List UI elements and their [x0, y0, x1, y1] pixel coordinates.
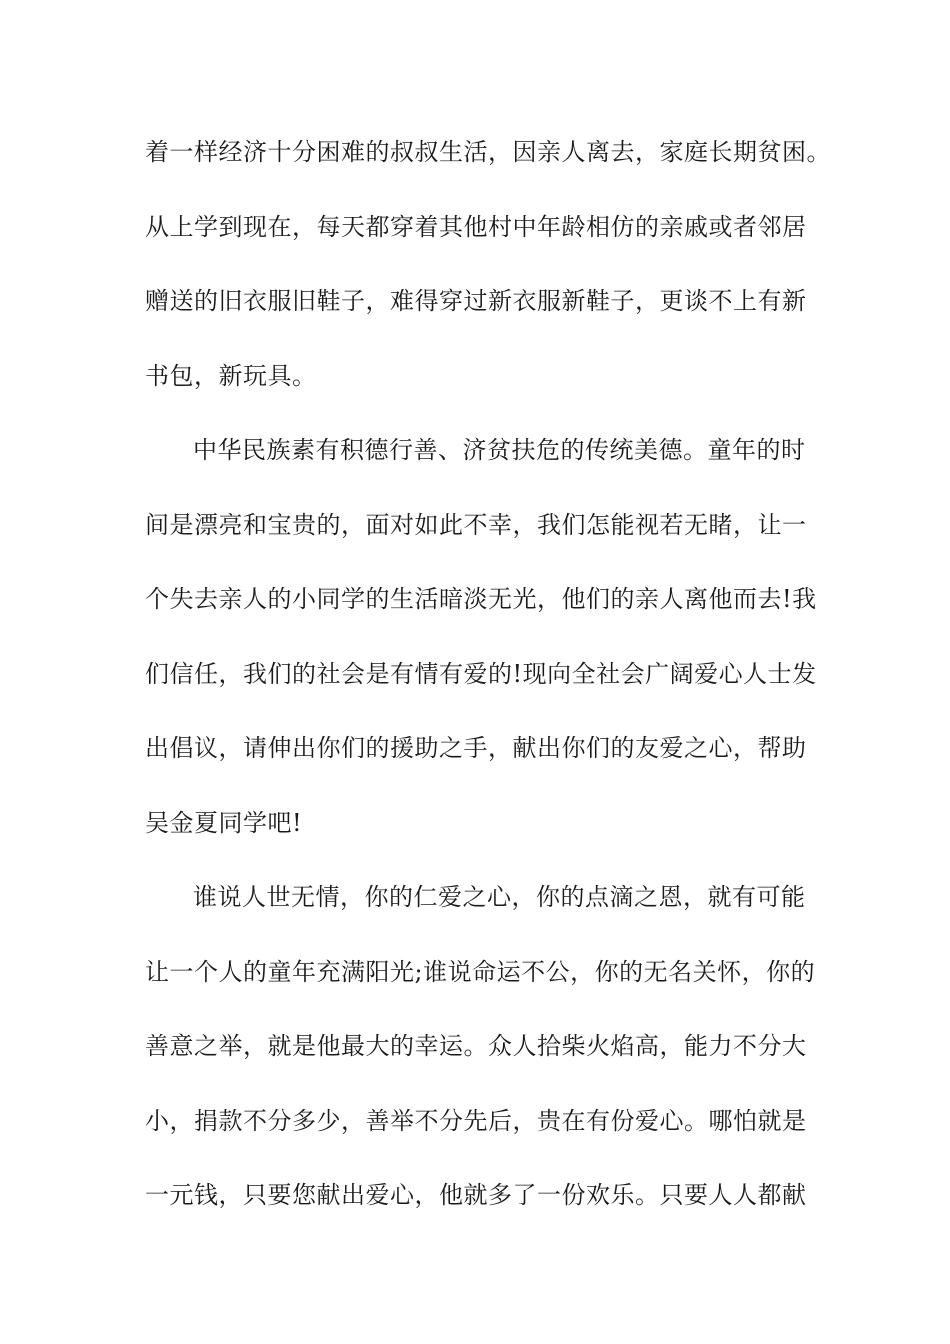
text-line: 着一样经济十分困难的叔叔生活，因亲人离去，家庭长期贫困。: [145, 138, 831, 166]
text-line: 从上学到现在，每天都穿着其他村中年龄相仿的亲戚或者邻居: [145, 212, 807, 241]
paragraph-first-line: 中华民族素有积德行善、济贫扶危的传统美德。童年的时: [193, 436, 806, 464]
paragraph-first-line: 谁说人世无情，你的仁爱之心，你的点滴之恩，就有可能: [193, 883, 806, 911]
text-line: 赠送的旧衣服旧鞋子，难得穿过新衣服新鞋子，更谈不上有新: [145, 287, 807, 315]
text-line: 间是漂亮和宝贵的，面对如此不幸，我们怎能视若无睹，让一: [145, 510, 807, 539]
text-line: 吴金夏同学吧!: [145, 808, 303, 837]
text-line: 小，捐款不分多少，善举不分先后，贵在有份爱心。哪怕就是: [145, 1106, 807, 1135]
text-line: 出倡议，请伸出你们的援助之手，献出你们的友爱之心，帮助: [145, 734, 807, 762]
text-line: 书包，新玩具。: [145, 361, 317, 390]
document-body: [145, 127, 831, 1245]
text-line: 们信任，我们的社会是有情有爱的!现向全社会广阔爱心人士发: [145, 659, 817, 688]
text-line: 善意之举，就是他最大的幸运。众人拾柴火焰高，能力不分大: [145, 1032, 807, 1060]
text-line: 一元钱，只要您献出爱心，他就多了一份欢乐。只要人人都献: [145, 1181, 807, 1209]
text-line: 让一个人的童年充满阳光;谁说命运不公，你的无名关怀，你的: [145, 957, 816, 986]
text-line: 个失去亲人的小同学的生活暗淡无光，他们的亲人离他而去!我: [145, 585, 817, 613]
